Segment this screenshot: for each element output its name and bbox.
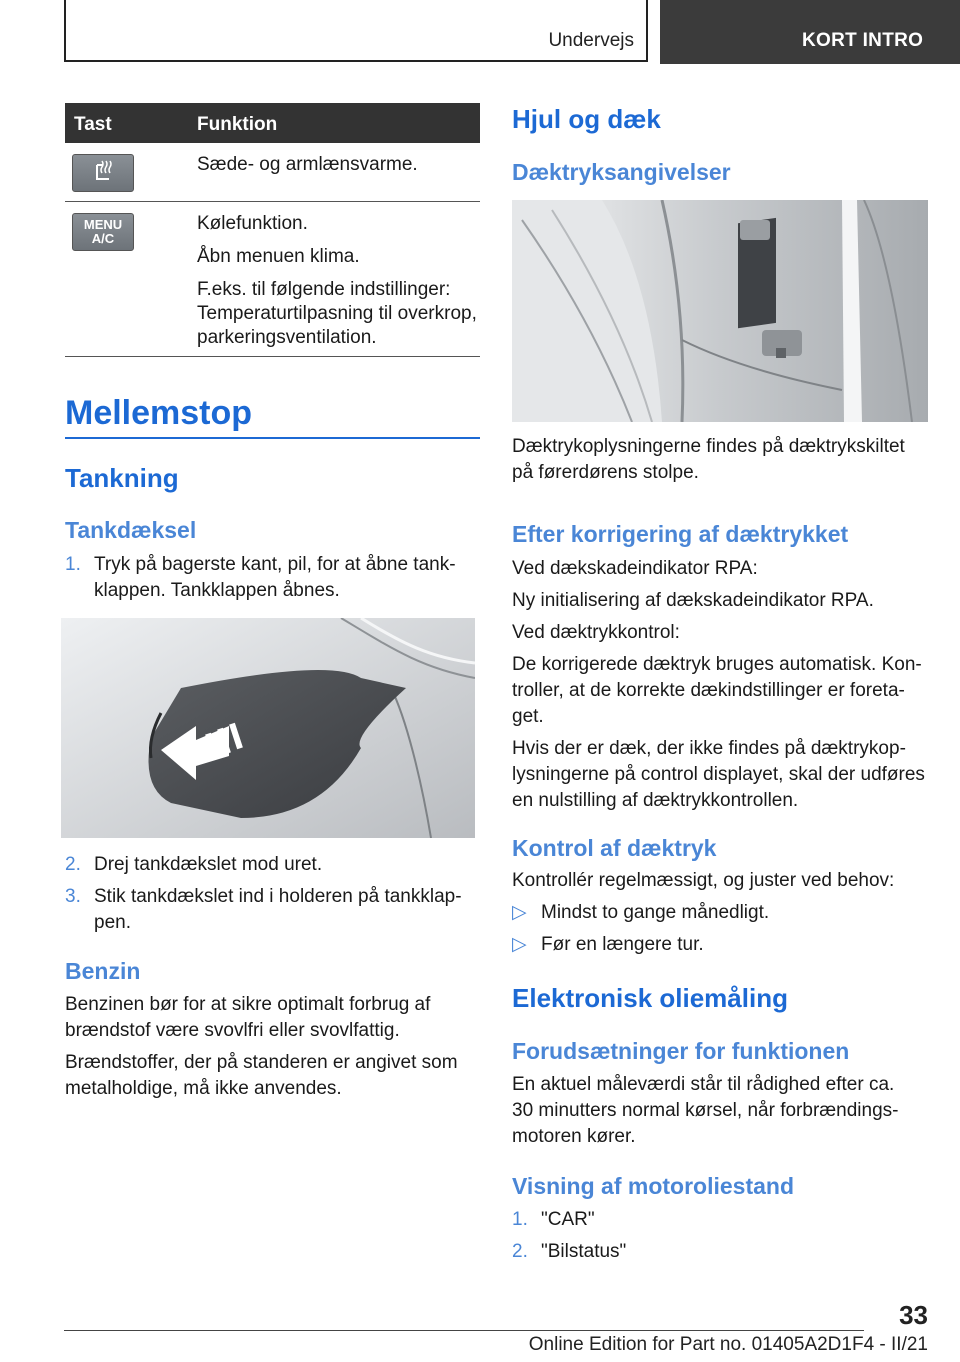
heading-tankning: Tankning (65, 463, 179, 493)
list-item (512, 900, 928, 926)
after-correction-text (512, 556, 928, 820)
check-list (512, 900, 928, 958)
check-text (512, 868, 928, 900)
bullet-icon: ▷ (512, 902, 527, 923)
paragraph: Benzinen bør for at sikre optimalt forbrug af brændstof være svovlfri eller svovlfattig. (65, 994, 431, 1041)
row-line: F.eks. til følgende indstillinger: Temperaturtilpasning til overkrop, parkeringsventilation. (197, 279, 477, 348)
seat-heating-icon (72, 154, 134, 192)
paragraph: Ved dækskadeindikator RPA: (512, 558, 758, 579)
row-text (197, 212, 482, 359)
step-number: 2. (512, 1241, 528, 1262)
paragraph: Hvis der er dæk, der ikke findes på dæktrykoplysningerne på control displayet, skal der udføres en nulstilling af dæktrykkontrollen. (512, 738, 925, 811)
steps-list-b (65, 852, 465, 936)
step-text: Drej tankdækslet mod uret. (94, 854, 323, 875)
menu-ac-icon (72, 213, 134, 251)
paragraph: Dæktrykoplysningerne findes på dæktrykskiltet på førerdørens stolpe. (512, 436, 905, 483)
display-steps-list (512, 1207, 912, 1265)
fuel-cap-image (61, 618, 475, 838)
col-header-key: Tast (74, 114, 112, 135)
paragraph: En aktuel måleværdi står til rådighed efter ca. 30 minutters normal kørsel, når forbrændingsmotoren kører. (512, 1074, 899, 1147)
heading-hjul-og-daek: Hjul og dæk (512, 104, 661, 134)
table-header (65, 103, 480, 143)
header-chapter-box (660, 0, 960, 64)
key-label-ac: A/C (91, 231, 115, 246)
header-section-title: Undervejs (548, 30, 634, 51)
step-number: 2. (65, 854, 81, 875)
pressure-info-text (512, 434, 928, 492)
header-chapter-title: KORT INTRO (802, 30, 924, 51)
row-line: Åbn menuen klima. (197, 246, 360, 267)
heading-tankdaeksel: Tankdæksel (65, 517, 197, 543)
step-text: Stik tankdækslet ind i holderen på tankklappen. (94, 886, 462, 933)
heading-rule (65, 437, 480, 439)
header-section-box (64, 0, 648, 62)
table-row (65, 143, 480, 202)
table-row (65, 202, 480, 357)
list-item (65, 852, 465, 878)
heading-elektronisk-oliemaaling: Elektronisk oliemåling (512, 983, 788, 1013)
row-text (197, 153, 482, 186)
footer-edition: Online Edition for Part no. 01405A2D1F4 - II/21 (528, 1334, 928, 1355)
key-function-table (65, 103, 480, 357)
heading-visning-motoroliestand: Visning af motoroliestand (512, 1173, 794, 1199)
heading-forudsaetninger: Forudsætninger for funktionen (512, 1038, 850, 1064)
col-header-function: Funktion (197, 114, 278, 135)
list-item (512, 1207, 912, 1233)
step-number: 1. (512, 1209, 528, 1230)
step-text: Tryk på bagerste kant, pil, for at åbne tankklappen. Tankklappen åbnes. (94, 554, 456, 601)
paragraph: Kontrollér regelmæssigt, og juster ved behov: (512, 870, 895, 891)
prereq-text (512, 1072, 917, 1156)
heading-efter-korrigering: Efter korrigering af dæktrykket (512, 521, 849, 547)
door-pillar-image (512, 200, 928, 422)
step-text: "CAR" (541, 1209, 595, 1230)
list-text: Før en længere tur. (541, 934, 704, 955)
list-item (65, 552, 465, 604)
key-label-menu: MENU (83, 217, 123, 232)
row-line: Sæde- og armlænsvarme. (197, 154, 418, 175)
step-number: 3. (65, 886, 81, 907)
paragraph: Ved dæktrykkontrol: (512, 622, 680, 643)
list-item (512, 1239, 912, 1265)
heading-kontrol-af-daektryk: Kontrol af dæktryk (512, 835, 717, 861)
benzin-text (65, 992, 470, 1108)
heading-mellemstop: Mellemstop (65, 394, 253, 432)
heading-daektryksangivelser: Dæktryksangivelser (512, 159, 731, 185)
row-line: Kølefunktion. (197, 213, 308, 234)
paragraph: Ny initialisering af dækskadeindikator RPA. (512, 590, 874, 611)
step-number: 1. (65, 554, 81, 575)
page-number: 33 (899, 1300, 928, 1330)
steps-list-a (65, 552, 465, 604)
list-item (512, 932, 928, 958)
list-text: Mindst to gange månedligt. (541, 902, 770, 923)
list-item (65, 884, 465, 936)
heading-benzin: Benzin (65, 958, 141, 984)
step-text: "Bilstatus" (541, 1241, 627, 1262)
paragraph: Brændstoffer, der på standeren er angivet som metalholdige, må ikke anvendes. (65, 1052, 458, 1099)
paragraph: De korrigerede dæktryk bruges automatisk. Kontroller, at de korrekte dækindstillinger er foretaget. (512, 654, 922, 727)
footer-rule (64, 1330, 864, 1331)
bullet-icon: ▷ (512, 934, 527, 955)
